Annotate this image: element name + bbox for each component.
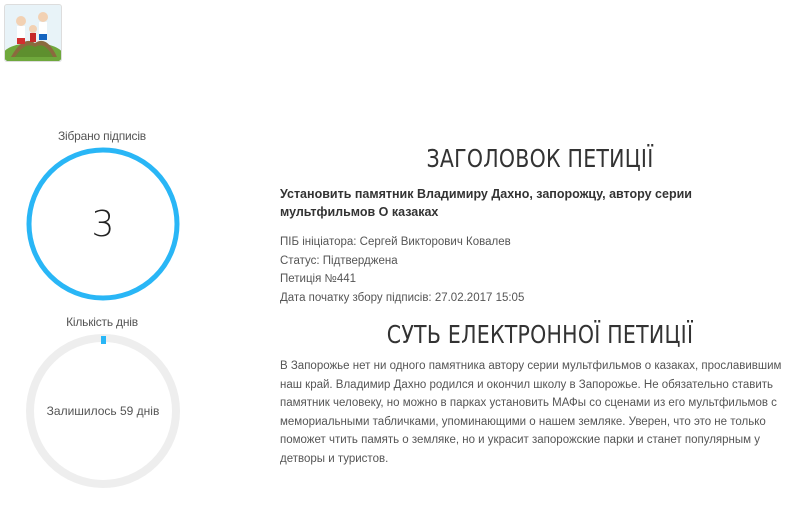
petition-number: Петиція №441 <box>280 273 357 285</box>
site-logo[interactable] <box>4 4 62 62</box>
start-date-field: Дата початку збору підписів: 27.02.2017 15:05 <box>280 291 525 304</box>
signatures-label: Зібрано підписів <box>58 129 146 143</box>
days-ring <box>25 333 181 489</box>
initiator-field: ПІБ ініціатора: Сергей Викторович Ковалев <box>280 236 511 248</box>
signatures-ring <box>25 146 181 302</box>
cossacks-logo-image <box>5 5 61 61</box>
petition-meta <box>280 233 700 307</box>
essence-text: В Запорожье нет ни одного памятника автору серии мультфильмов о казаках, прославившим наш край. Владимир Дахно родился и окончил школу в Запорожье. Не обязательно ставить памятник человеку, но можно в парках установить МАФы со сценами из его мультфильмов с мемориальными табличками, упоминающими о нашем земляке. Уверен, что это не только поможет чтить память о земляке, но и украсит запорожские парки и станет популярным у детворы и туристов. <box>280 360 782 465</box>
essence-heading: СУТЬ ЕЛЕКТРОННОЇ ПЕТИЦІЇ <box>386 320 694 349</box>
days-remaining-text: Залишилось 59 днів <box>46 404 160 418</box>
petition-title: Установить памятник Владимиру Дахно, запорожцу, автору серии мультфильмов О казаках <box>280 187 692 219</box>
petition-heading: ЗАГОЛОВОК ПЕТИЦІЇ <box>426 144 654 173</box>
status-field: Статус: Підтверджена <box>280 254 398 267</box>
days-label: Кількість днів <box>66 315 138 329</box>
signatures-count: 3 <box>91 203 115 245</box>
